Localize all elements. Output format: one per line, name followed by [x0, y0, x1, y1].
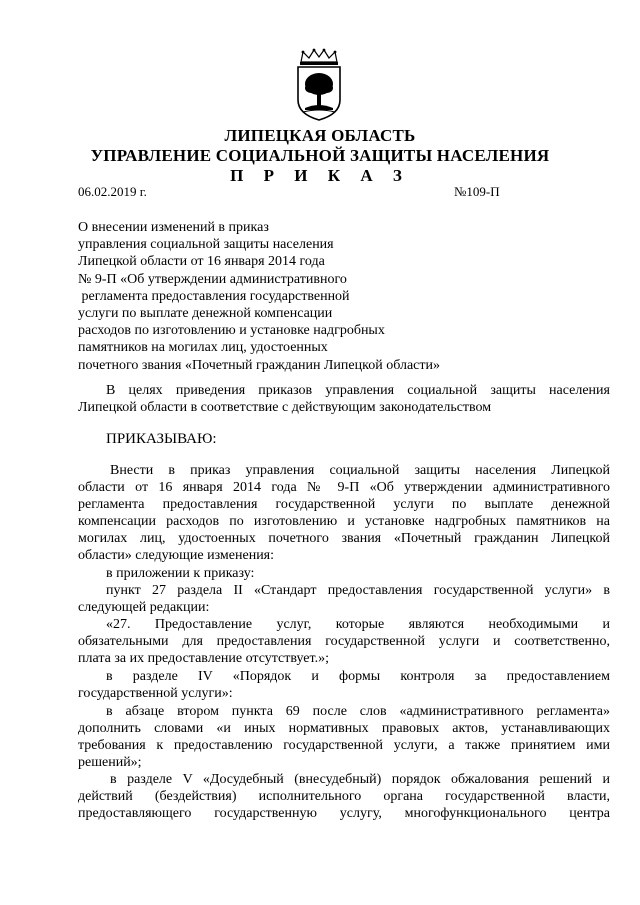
agency-title: УПРАВЛЕНИЕ СОЦИАЛЬНОЙ ЗАЩИТЫ НАСЕЛЕНИЯ — [90, 146, 550, 165]
subject-line: услуги по выплате денежной компенсации — [78, 306, 333, 322]
paragraph-line: пункт 27 раздела II «Стандарт предоставления государственной услуги» в — [106, 583, 610, 598]
paragraph-line: действий (бездействия) исполнительного органа государственной власти, — [78, 789, 610, 805]
paragraph-line: в разделе IV «Порядок и формы контроля за предоставлением — [106, 669, 610, 684]
paragraph-line: области» следующие изменения: — [78, 548, 275, 564]
subject-line: регламента предоставления государственной — [78, 288, 350, 304]
region-title: ЛИПЕЦКАЯ ОБЛАСТЬ — [224, 126, 416, 145]
document-date: 06.02.2019 г. — [78, 184, 147, 199]
document-type: П Р И К А З — [230, 166, 410, 185]
document-subject — [78, 219, 440, 374]
paragraph-line: компенсации расходов по изготовлению и установке надгробных памятников на — [78, 514, 610, 530]
paragraph-line: в приложении к приказу: — [106, 566, 255, 581]
paragraph-line: в абзаце втором пункта 69 после слов «административного регламента» — [106, 704, 610, 719]
order-word: ПРИКАЗЫВАЮ: — [106, 431, 217, 447]
paragraph-line: в разделе V «Досудебный (внесудебный) порядок обжалования решений и — [110, 772, 610, 787]
subject-line: памятников на могилах лиц, удостоенных — [78, 340, 328, 356]
order-paragraph — [78, 771, 610, 822]
subject-line: расходов по изготовлению и установке надгробных — [78, 323, 385, 339]
paragraph-line: дополнить словами «и иных нормативных правовых актов, устанавливающих — [78, 721, 610, 737]
paragraph-line: регламента предоставления государственной услуги по выплате денежной — [78, 497, 610, 513]
paragraph-line: государственной услуги»: — [78, 686, 233, 702]
paragraph-line: области от 16 января 2014 года № 9-П «Об утверждении административного — [78, 480, 610, 496]
subject-line: управления социальной защиты населения — [78, 237, 334, 253]
paragraph-line: обязательными для предоставления государственной услуги и соответственно, — [78, 634, 610, 650]
order-paragraph — [78, 582, 610, 616]
subject-line: почетного звания «Почетный гражданин Липецкой области» — [78, 357, 441, 373]
paragraph-line: «27. Предоставление услуг, которые являются необходимыми и — [106, 617, 610, 632]
paragraph-line: плата за их предоставление отсутствует.»; — [78, 651, 329, 667]
coat-of-arms-emblem — [293, 48, 345, 122]
order-paragraph — [78, 703, 610, 771]
order-paragraph — [78, 462, 610, 565]
paragraph-line: требования к предоставлению государственной услуги, а также принятием ими — [78, 738, 610, 754]
preamble-line: Липецкой области в соответствие с действующим законодательством — [78, 400, 492, 416]
preamble — [78, 382, 610, 416]
document-number: №109-П — [454, 184, 500, 199]
subject-line: Липецкой области от 16 января 2014 года — [78, 254, 325, 270]
subject-line: О внесении изменений в приказ — [78, 220, 269, 235]
subject-line: № 9-П «Об утверждении административного — [78, 271, 347, 287]
order-paragraph — [78, 668, 610, 702]
paragraph-line: решений»; — [78, 755, 142, 771]
paragraph-line: могилах лиц, удостоенных почетного звания «Почетный гражданин Липецкой — [78, 531, 610, 547]
paragraph-line: следующей редакции: — [78, 600, 210, 616]
paragraph-line: предоставляющего государственную услугу, многофункционального центра — [78, 806, 610, 822]
preamble-line: В целях приведения приказов управления социальной защиты населения — [106, 383, 610, 398]
paragraph-line: Внести в приказ управления социальной защиты населения Липецкой — [110, 463, 610, 478]
order-paragraph — [78, 565, 610, 582]
order-paragraph — [78, 616, 610, 667]
